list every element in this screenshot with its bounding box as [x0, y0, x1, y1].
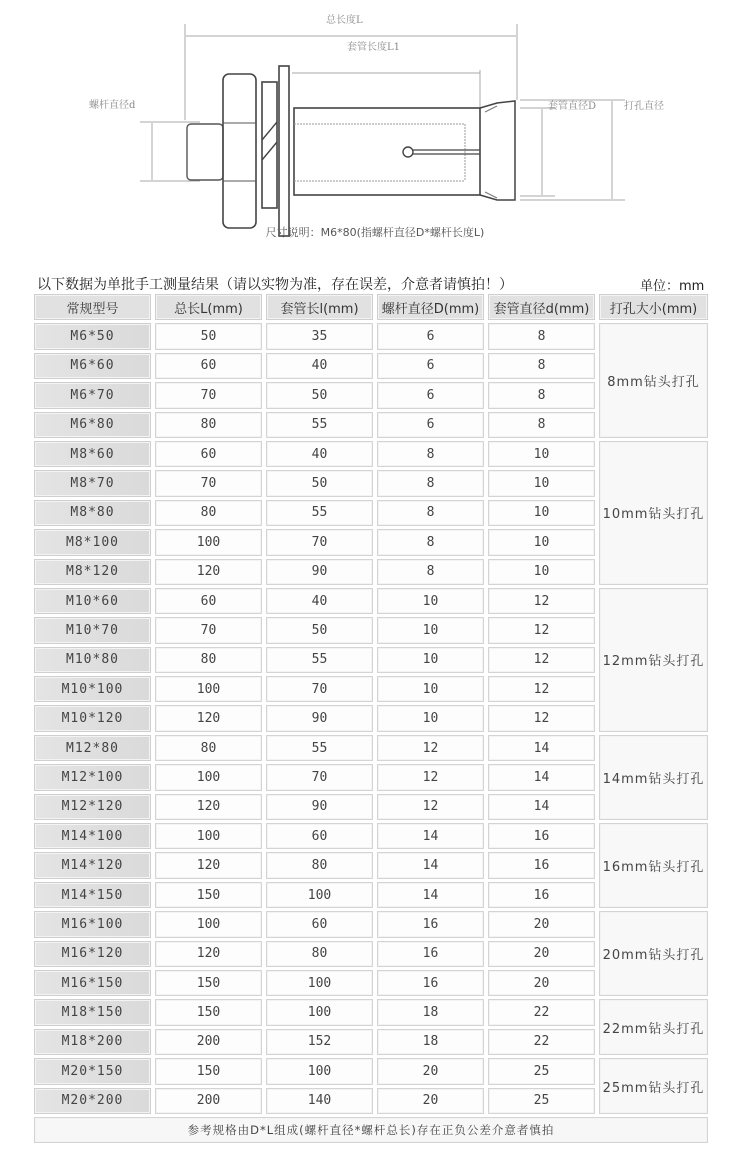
bolt-diameter-label: 螺杆直径d — [89, 100, 136, 111]
sleeve-length-cell: 70 — [266, 764, 373, 790]
bolt-diameter-cell: 8 — [377, 500, 484, 526]
bolt-diameter-cell: 12 — [377, 794, 484, 820]
model-cell: M10*60 — [34, 588, 151, 614]
total-length-cell: 70 — [155, 382, 262, 408]
bolt-diameter-cell: 6 — [377, 382, 484, 408]
sleeve-diameter-cell: 10 — [488, 441, 595, 467]
sleeve-length-cell: 90 — [266, 794, 373, 820]
sleeve-length-cell: 80 — [266, 941, 373, 967]
sleeve-diameter-cell: 20 — [488, 911, 595, 937]
total-length-cell: 100 — [155, 529, 262, 555]
total-length-cell: 80 — [155, 500, 262, 526]
sleeve-diameter-cell: 8 — [488, 412, 595, 438]
sleeve-length-cell: 152 — [266, 1029, 373, 1055]
model-cell: M10*120 — [34, 705, 151, 731]
sleeve-diameter-cell: 12 — [488, 617, 595, 643]
model-cell: M14*150 — [34, 882, 151, 908]
total-length-cell: 200 — [155, 1029, 262, 1055]
total-length-cell: 100 — [155, 676, 262, 702]
sleeve-length-cell: 90 — [266, 705, 373, 731]
bolt-diameter-cell: 10 — [377, 617, 484, 643]
header-sleeve-diameter: 套管直径d(mm) — [488, 294, 595, 320]
total-length-cell: 120 — [155, 852, 262, 878]
header-sleeve-length: 套管长l(mm) — [266, 294, 373, 320]
model-cell: M16*120 — [34, 941, 151, 967]
size-explanation-caption: 尺寸说明：M6*80(指螺杆直径D*螺杆长度L) — [265, 226, 485, 239]
total-length-label: 总长度L — [326, 15, 363, 26]
model-cell: M12*80 — [34, 735, 151, 761]
sleeve-diameter-cell: 25 — [488, 1088, 595, 1114]
model-cell: M10*80 — [34, 647, 151, 673]
sleeve-diameter-cell: 14 — [488, 794, 595, 820]
header-bolt-diameter: 螺杆直径D(mm) — [377, 294, 484, 320]
model-cell: M20*200 — [34, 1088, 151, 1114]
sleeve-diameter-cell: 12 — [488, 705, 595, 731]
total-length-cell: 60 — [155, 588, 262, 614]
sleeve-length-cell: 90 — [266, 559, 373, 585]
header-model: 常规型号 — [34, 294, 151, 320]
total-length-cell: 120 — [155, 559, 262, 585]
total-length-cell: 50 — [155, 323, 262, 349]
bolt-diameter-cell: 16 — [377, 941, 484, 967]
spec-table — [34, 294, 710, 1143]
total-length-cell: 100 — [155, 911, 262, 937]
sleeve-length-cell: 100 — [266, 970, 373, 996]
expansion-bolt-diagram — [0, 0, 750, 250]
model-cell: M20*150 — [34, 1058, 151, 1084]
hole-diameter-label: 打孔直径 — [624, 101, 664, 112]
header-total-length: 总长L(mm) — [155, 294, 262, 320]
total-length-cell: 200 — [155, 1088, 262, 1114]
total-length-cell: 60 — [155, 441, 262, 467]
measurement-notice: 以下数据为单批手工测量结果（请以实物为准，存在误差，介意者请慎拍！） — [37, 277, 513, 293]
sleeve-diameter-cell: 16 — [488, 852, 595, 878]
total-length-cell: 150 — [155, 882, 262, 908]
sleeve-diameter-cell: 8 — [488, 323, 595, 349]
drill-size-cell: 10mm钻头打孔 — [599, 441, 708, 585]
model-cell: M6*60 — [34, 353, 151, 379]
total-length-cell: 120 — [155, 705, 262, 731]
sleeve-diameter-cell: 14 — [488, 764, 595, 790]
sleeve-diameter-cell: 16 — [488, 823, 595, 849]
bolt-diameter-cell: 8 — [377, 441, 484, 467]
sleeve-length-cell: 40 — [266, 588, 373, 614]
sleeve-length-cell: 55 — [266, 735, 373, 761]
sleeve-length-cell: 35 — [266, 323, 373, 349]
sleeve-length-cell: 50 — [266, 470, 373, 496]
sleeve-length-cell: 55 — [266, 412, 373, 438]
sleeve-diameter-cell: 12 — [488, 588, 595, 614]
total-length-cell: 70 — [155, 617, 262, 643]
total-length-cell: 150 — [155, 1058, 262, 1084]
sleeve-diameter-label: 套管直径D — [548, 101, 597, 112]
model-cell: M8*80 — [34, 500, 151, 526]
sleeve-diameter-cell: 12 — [488, 676, 595, 702]
sleeve-diameter-cell: 25 — [488, 1058, 595, 1084]
bolt-diameter-cell: 20 — [377, 1088, 484, 1114]
sleeve-length-cell: 55 — [266, 647, 373, 673]
model-cell: M16*150 — [34, 970, 151, 996]
model-cell: M8*120 — [34, 559, 151, 585]
sleeve-diameter-cell: 20 — [488, 941, 595, 967]
model-cell: M12*100 — [34, 764, 151, 790]
sleeve-length-cell: 80 — [266, 852, 373, 878]
total-length-cell: 80 — [155, 412, 262, 438]
sleeve-length-cell: 140 — [266, 1088, 373, 1114]
sleeve-length-cell: 70 — [266, 676, 373, 702]
total-length-cell: 150 — [155, 970, 262, 996]
bolt-diameter-cell: 10 — [377, 588, 484, 614]
model-cell: M12*120 — [34, 794, 151, 820]
model-cell: M8*100 — [34, 529, 151, 555]
bolt-diameter-cell: 14 — [377, 882, 484, 908]
total-length-cell: 100 — [155, 764, 262, 790]
drill-size-cell: 25mm钻头打孔 — [599, 1058, 708, 1114]
drill-size-cell: 20mm钻头打孔 — [599, 911, 708, 996]
bolt-diameter-cell: 12 — [377, 764, 484, 790]
bolt-diameter-cell: 12 — [377, 735, 484, 761]
bolt-diameter-cell: 6 — [377, 353, 484, 379]
total-length-cell: 80 — [155, 647, 262, 673]
bolt-diameter-cell: 8 — [377, 529, 484, 555]
sleeve-diameter-cell: 12 — [488, 647, 595, 673]
bolt-diameter-cell: 10 — [377, 647, 484, 673]
sleeve-diameter-cell: 10 — [488, 500, 595, 526]
model-cell: M18*150 — [34, 999, 151, 1025]
bolt-diameter-cell: 20 — [377, 1058, 484, 1084]
sleeve-length-label: 套管长度L1 — [347, 42, 401, 53]
total-length-cell: 80 — [155, 735, 262, 761]
bolt-diameter-cell: 6 — [377, 323, 484, 349]
bolt-diameter-cell: 16 — [377, 970, 484, 996]
model-cell: M10*100 — [34, 676, 151, 702]
table-footer-note: 参考规格由D*L组成(螺杆直径*螺杆总长)存在正负公差介意者慎拍 — [34, 1117, 708, 1143]
model-cell: M6*80 — [34, 412, 151, 438]
bolt-diameter-cell: 10 — [377, 676, 484, 702]
model-cell: M8*70 — [34, 470, 151, 496]
sleeve-length-cell: 55 — [266, 500, 373, 526]
sleeve-diameter-cell: 20 — [488, 970, 595, 996]
sleeve-diameter-cell: 10 — [488, 529, 595, 555]
model-cell: M18*200 — [34, 1029, 151, 1055]
sleeve-diameter-cell: 8 — [488, 382, 595, 408]
sleeve-diameter-cell: 14 — [488, 735, 595, 761]
sleeve-length-cell: 100 — [266, 999, 373, 1025]
drill-size-cell: 12mm钻头打孔 — [599, 588, 708, 732]
sleeve-length-cell: 50 — [266, 382, 373, 408]
model-cell: M16*100 — [34, 911, 151, 937]
drill-size-cell: 22mm钻头打孔 — [599, 999, 708, 1055]
sleeve-length-cell: 100 — [266, 882, 373, 908]
sleeve-length-cell: 70 — [266, 529, 373, 555]
bolt-diameter-cell: 14 — [377, 852, 484, 878]
sleeve-diameter-cell: 22 — [488, 999, 595, 1025]
total-length-cell: 150 — [155, 999, 262, 1025]
sleeve-diameter-cell: 22 — [488, 1029, 595, 1055]
sleeve-length-cell: 100 — [266, 1058, 373, 1084]
unit-label: 单位：mm — [640, 279, 705, 294]
sleeve-diameter-cell: 10 — [488, 470, 595, 496]
model-cell: M8*60 — [34, 441, 151, 467]
sleeve-diameter-cell: 8 — [488, 353, 595, 379]
sleeve-length-cell: 60 — [266, 823, 373, 849]
drill-size-cell: 8mm钻头打孔 — [599, 323, 708, 438]
bolt-diameter-cell: 8 — [377, 470, 484, 496]
model-cell: M6*70 — [34, 382, 151, 408]
total-length-cell: 120 — [155, 941, 262, 967]
model-cell: M14*100 — [34, 823, 151, 849]
sleeve-length-cell: 50 — [266, 617, 373, 643]
total-length-cell: 120 — [155, 794, 262, 820]
sleeve-length-cell: 60 — [266, 911, 373, 937]
total-length-cell: 70 — [155, 470, 262, 496]
drill-size-cell: 16mm钻头打孔 — [599, 823, 708, 908]
bolt-diameter-cell: 8 — [377, 559, 484, 585]
model-cell: M10*70 — [34, 617, 151, 643]
bolt-diameter-cell: 6 — [377, 412, 484, 438]
model-cell: M14*120 — [34, 852, 151, 878]
total-length-cell: 60 — [155, 353, 262, 379]
model-cell: M6*50 — [34, 323, 151, 349]
sleeve-diameter-cell: 10 — [488, 559, 595, 585]
bolt-diameter-cell: 18 — [377, 999, 484, 1025]
drill-size-cell: 14mm钻头打孔 — [599, 735, 708, 820]
sleeve-length-cell: 40 — [266, 353, 373, 379]
sleeve-diameter-cell: 16 — [488, 882, 595, 908]
bolt-diameter-cell: 10 — [377, 705, 484, 731]
total-length-cell: 100 — [155, 823, 262, 849]
bolt-diameter-cell: 16 — [377, 911, 484, 937]
bolt-diameter-cell: 18 — [377, 1029, 484, 1055]
bolt-diameter-cell: 14 — [377, 823, 484, 849]
header-drill-size: 打孔大小(mm) — [599, 294, 708, 320]
sleeve-length-cell: 40 — [266, 441, 373, 467]
